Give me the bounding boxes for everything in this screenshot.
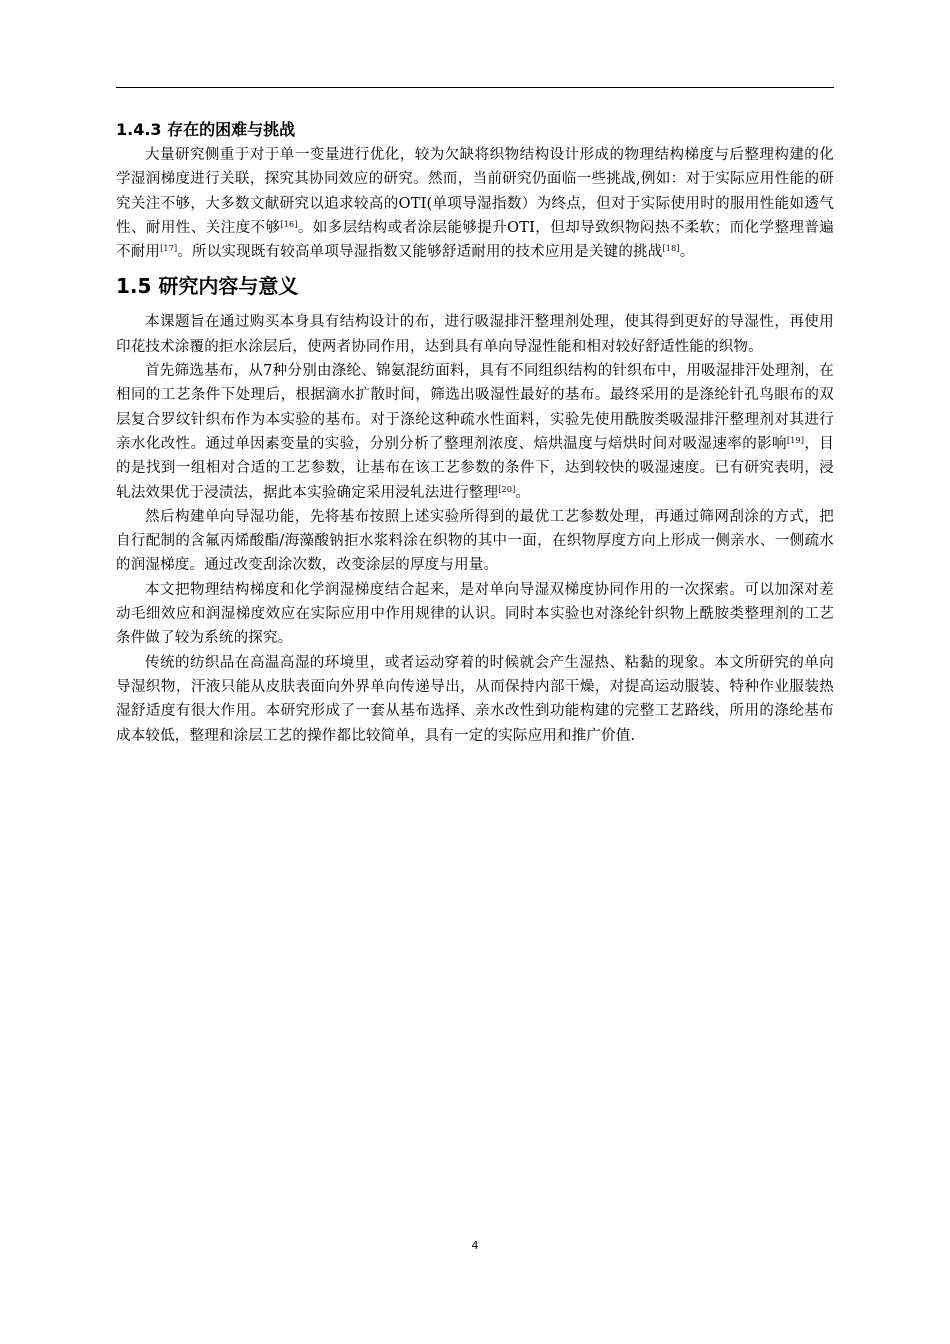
section-1-5-body (116, 310, 834, 747)
paragraph-text: 本课题旨在通过购买本身具有结构设计的布，进行吸湿排汗整理剂处理，使其得到更好的导湿性，再使用印花技术涂覆的拒水涂层后，使两者协同作用，达到具有单向导湿性能和相对较好舒适性能的织物。 (116, 314, 834, 355)
citation-ref: [17] (160, 244, 178, 254)
section-heading-1-4-3: 1.4.3 存在的困难与挑战 (116, 120, 296, 139)
citation-ref: [16] (280, 219, 298, 229)
paragraph-text: 传统的纺织品在高温高湿的环境里，或者运动穿着的时候就会产生湿热、粘黏的现象。本文所研究的单向导湿织物，汗液只能从皮肤表面向外界单向传递导出，从而保持内部干燥，对提高运动服装、特种作业服装热湿舒适度有很大作用。本研究形成了一套从基布选择、亲水改性到功能构建的完整工艺路线，所用的涤纶基布成本较低，整理和涂层工艺的操作都比较简单，具有一定的实际应用和推广价值. (116, 654, 834, 744)
paragraph (116, 359, 834, 505)
section-1-4-3-body (116, 143, 834, 264)
paragraph-text: 。 (679, 244, 695, 261)
citation-ref: [20] (498, 484, 516, 494)
paragraph-text: 本文把物理结构梯度和化学润湿梯度结合起来，是对单向导湿双梯度协同作用的一次探索。可以加深对差动毛细效应和润湿梯度效应在实际应用中作用规律的认识。同时本实验也对涤纶针织物上酰胺类整理剂的工艺条件做了较为系统的探究。 (116, 581, 834, 647)
paragraph-text: 首先筛选基布，从7种分别由涤纶、锦氨混纺面料，具有不同组织结构的针织布中，用吸湿排汗处理剂，在相同的工艺条件下处理后，根据滴水扩散时间，筛选出吸湿性最好的基布。最终采用的是涤纶针孔鸟眼布的双层复合罗纹针织布作为本实验的基布。对于涤纶这种疏水性面料，实验先使用酰胺类吸湿排汗整理剂对其进行亲水化改性。通过单因素变量的实验，分别分析了整理剂浓度、焙烘温度与焙烘时间对吸湿速率的影响 (116, 363, 834, 452)
paragraph (116, 310, 834, 359)
paragraph (116, 143, 834, 264)
paragraph (116, 578, 834, 651)
paragraph-text: 大量研究侧重于对于单一变量进行优化，较为欠缺将织物结构设计形成的物理结构梯度与后整理构建的化学湿润梯度进行关联，探究其协同效应的研究。然而，当前研究仍面临一些挑战,例如：对于实际应用性能的研究关注不够，大多数文献研究以追求较高的OTI(单项导湿指数）为终点，但对于实际使用时的服用性能如透气性、耐用性、关注度不够 (116, 147, 834, 236)
paragraph-text: 然后构建单向导湿功能，先将基布按照上述实验所得到的最优工艺参数处理，再通过筛网刮涂的方式，把自行配制的含氟丙烯酸酯/海藻酸钠拒水浆料涂在织物的其中一面，在织物厚度方向上形成一侧亲水、一侧疏水的润湿梯度。通过改变刮涂次数，改变涂层的厚度与用量。 (116, 508, 834, 574)
paragraph-text: ，目的是找到一组相对合适的工艺参数，让基布在该工艺参数的条件下，达到较快的吸湿速度。已有研究表明，浸轧法效果优于浸渍法，据此本实验确定采用浸轧法进行整理 (116, 435, 834, 501)
page-content (116, 116, 834, 748)
paragraph (116, 651, 834, 748)
section-heading-1-5: 1.5 研究内容与意义 (116, 274, 299, 299)
header-rule (116, 87, 834, 88)
citation-ref: [19] (786, 435, 805, 445)
paragraph (116, 505, 834, 578)
citation-ref: [18] (662, 244, 680, 254)
paragraph-text: 。 (515, 484, 531, 501)
paragraph-text: 。如多层结构或者涂层能够提升OTI，但却导致织物闷热不柔软；而化学整理普遍不耐用 (116, 219, 834, 261)
paragraph-text: 。所以实现既有较高单项导湿指数又能够舒适耐用的技术应用是关键的挑战 (177, 244, 663, 261)
page-number: 4 (471, 1239, 479, 1252)
